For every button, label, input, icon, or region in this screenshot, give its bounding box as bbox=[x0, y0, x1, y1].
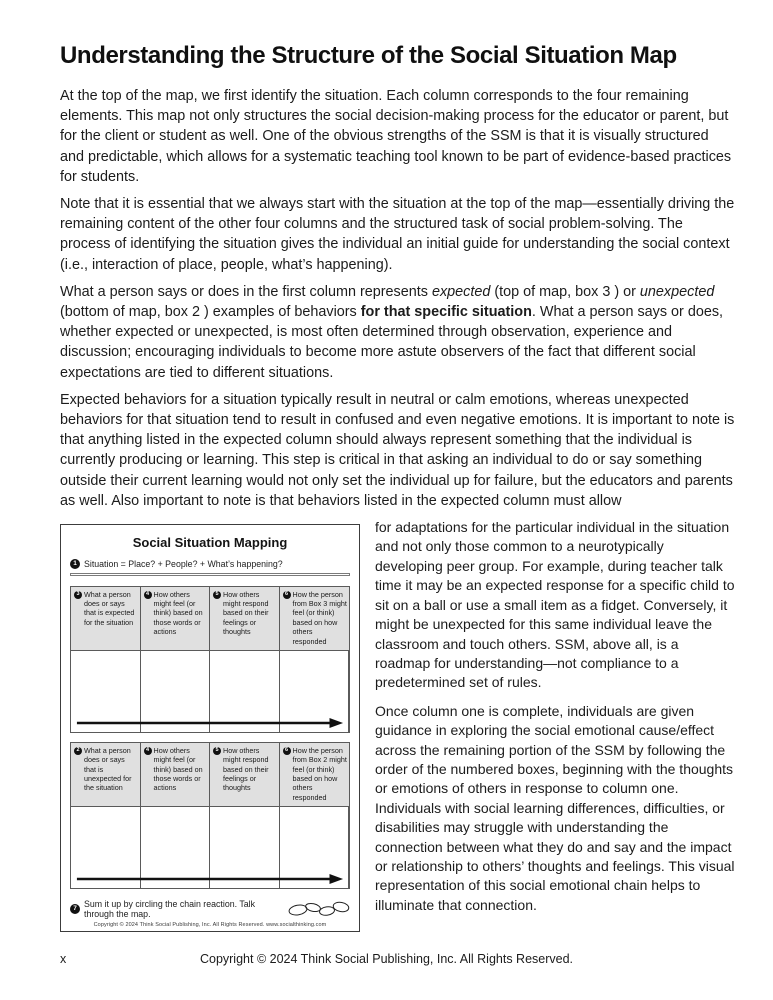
copyright-line: Copyright © 2024 Think Social Publishing, Inc. All Rights Reserved. bbox=[199, 952, 574, 966]
expected-body-row bbox=[71, 650, 349, 732]
box-number-badge: 5 bbox=[213, 747, 221, 755]
column-header-text: How others might respond based on their feelings or thoughts bbox=[223, 745, 269, 793]
flow-arrow-icon bbox=[74, 717, 346, 729]
paragraph-5: Once column one is complete, individuals are given guidance in exploring the social emotional cause/effect across the remaining portion of the SSM by following the order of the numbered boxes, beginning with the thoughts or emotions of others in response to column one. Individuals with social learning differences, difficulties, or disabilities may struggle with understanding the connection between what they do and say and the impact or relationship to others’ thoughts and feelings. This visual representation of this social emotional chain helps to illuminate that connection. bbox=[375, 702, 735, 913]
situation-label: Situation = Place? + People? + What’s happening? bbox=[84, 559, 283, 570]
paragraph-3-run: What a person says or does in the first column represents bbox=[60, 283, 432, 300]
column-header bbox=[71, 743, 141, 806]
paragraph-3 bbox=[60, 282, 735, 383]
page-title: Understanding the Structure of the Social Situation Map bbox=[60, 42, 677, 69]
column-header-text: How others might feel (or think) based on those words or actions bbox=[153, 589, 203, 637]
column-header bbox=[71, 587, 141, 650]
paragraph-3-run: . What a person says or does, whether expected or unexpected, is most often determined through observation, experience and discussion; encouraging individuals to become more astute observers of the fact that different social expectations are tied to different situations. bbox=[60, 304, 724, 381]
column-header-text: How others might feel (or think) based on those words or actions bbox=[153, 745, 203, 793]
sum-it-up-prompt bbox=[70, 899, 350, 919]
paragraph-4-continued: for adaptations for the particular individual in the situation and not only those common to a neurotypically developing peer group. For example, during teacher talk time it may be an expected response for a specific child to sit on a ball or use a small item as a fidget. Conversely, it might be unexpected for this same individual leave the classroom and touch others. SSM, above all, is a roadmap for understanding—not compliance to a predetermined set of rules. bbox=[375, 519, 735, 691]
paragraph-2: Note that it is essential that we always start with the situation at the top of the map—essentially driving the remaining content of the other four columns and the structured task of social problem-solving. The process of identifying the situation gives the individual an initial guide for understanding the social context (i.e., interaction of place, people, what’s happening). bbox=[60, 196, 735, 273]
column-header bbox=[210, 587, 280, 650]
box-number-badge: 2 bbox=[74, 747, 82, 755]
flow-arrow-icon bbox=[74, 873, 346, 885]
page-footer bbox=[0, 952, 773, 968]
column-header-text: What a person does or says that is unexpected for the situation bbox=[84, 745, 132, 793]
figure-title: Social Situation Mapping bbox=[132, 535, 288, 551]
unexpected-section-table bbox=[70, 742, 350, 889]
paragraph-3-run-italic: expected bbox=[431, 283, 491, 300]
column-header bbox=[141, 743, 211, 806]
page-number: x bbox=[60, 952, 67, 966]
figure-and-text-row bbox=[60, 518, 735, 932]
wrapped-text-column bbox=[360, 518, 735, 924]
paragraph-4: Expected behaviors for a situation typically result in neutral or calm emotions, whereas unexpected behaviors for that situation tend to result in confused and even negative emotions. It is important to note is that anything listed in the expected column should always represent something that the individual is currently producing or learning. This step is critical in that asking an individual to do or say something outside their current learning would not only set the individual up for failure, but the educators and parents as well. Also important to note is that behaviors listed in the expected column must allow bbox=[60, 391, 735, 509]
column-header-text: What a person does or says that is expected for the situation bbox=[84, 589, 135, 627]
column-header bbox=[280, 587, 350, 650]
expected-header-row bbox=[71, 587, 349, 650]
column-header-text: How others might respond based on their feelings or thoughts bbox=[223, 589, 269, 637]
unexpected-body-row bbox=[71, 806, 349, 888]
column-header-text: How the person from Box 3 might feel (or think) based on how others responded bbox=[292, 589, 347, 646]
box-number-badge: 3 bbox=[74, 591, 82, 599]
situation-prompt bbox=[70, 559, 350, 569]
box-number-badge: 6 bbox=[283, 591, 291, 599]
sum-it-up-text: Sum it up by circling the chain reaction. Talk through the map. bbox=[84, 899, 255, 920]
paragraph-1: At the top of the map, we first identify the situation. Each column corresponds to the four remaining elements. This map not only structures the social decision-making process for the educator or parent, but for the client or student as well. One of the obvious strengths of the SSM is that it is visually structured and predictable, which allows for a systematic teaching tool known to be part of evidence-based practices for students. bbox=[60, 88, 732, 185]
chain-doodle-icon bbox=[288, 901, 350, 917]
paragraph-3-run-italic: unexpected bbox=[639, 283, 715, 300]
box-number-badge: 4 bbox=[144, 747, 152, 755]
situation-write-in-box bbox=[70, 573, 350, 576]
box-number-badge: 4 bbox=[144, 591, 152, 599]
expected-section-table bbox=[70, 586, 350, 733]
paragraph-3-run: (bottom of map, box 2 ) examples of behaviors bbox=[60, 304, 361, 321]
column-header-text: How the person from Box 2 might feel (or think) based on how others responded bbox=[292, 745, 347, 802]
paragraph-3-run-bold: for that specific situation bbox=[360, 304, 532, 321]
column-header bbox=[210, 743, 280, 806]
paragraph-3-run: (top of map, box 3 ) or bbox=[490, 283, 640, 300]
box-number-badge: 6 bbox=[283, 747, 291, 755]
unexpected-header-row bbox=[71, 743, 349, 806]
social-situation-map-figure bbox=[60, 524, 360, 932]
column-header bbox=[280, 743, 350, 806]
column-header bbox=[141, 587, 211, 650]
figure-fine-print: Copyright © 2024 Think Social Publishing, Inc. All Rights Reserved. www.socialthinking.com bbox=[93, 922, 327, 929]
box-number-badge: 7 bbox=[70, 904, 80, 914]
box-number-badge: 1 bbox=[70, 559, 80, 569]
box-number-badge: 5 bbox=[213, 591, 221, 599]
